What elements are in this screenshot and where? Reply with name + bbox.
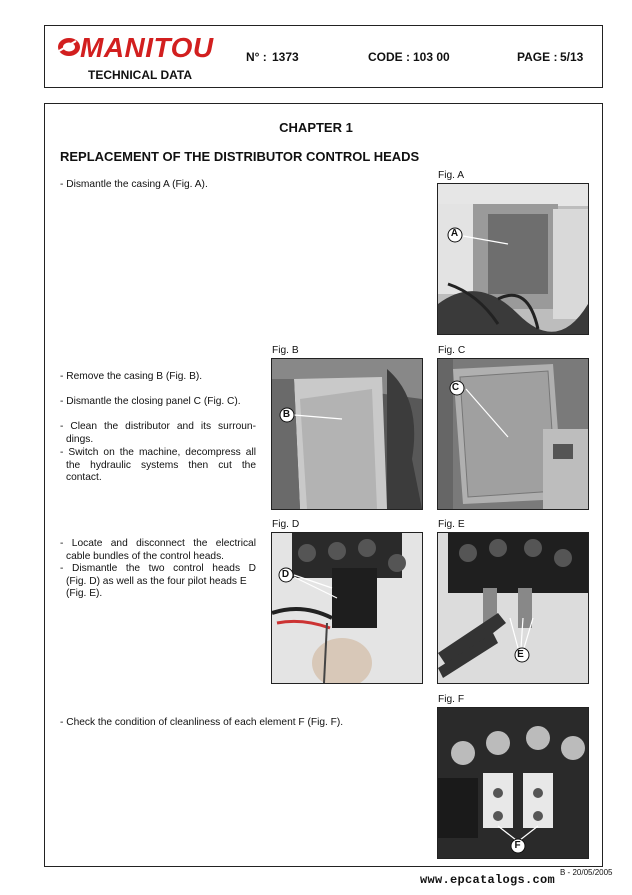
fig-d-caption: Fig. D [272, 519, 300, 530]
page-value: 5/13 [560, 50, 584, 64]
code-value: 103 00 [413, 50, 450, 64]
fig-e-caption: Fig. E [438, 519, 465, 530]
fig-f-caption: Fig. F [438, 694, 465, 705]
step-line: the hydraulic systems then cut the [66, 459, 256, 471]
fig-b-callout: B [282, 409, 291, 420]
brand-name: MANITOU [80, 32, 214, 63]
fig-c-callout: C [451, 382, 460, 393]
step-line: (Fig. D) as well as the four pilot heads E [66, 575, 247, 587]
fig-e-callout: E [517, 649, 524, 660]
step-line: cable bundles of the control heads. [66, 550, 225, 562]
step-line: contact. [66, 472, 102, 483]
page-label: PAGE : [517, 50, 558, 64]
fig-a-callout: A [450, 228, 459, 239]
step-dismantle-casing-a: - Dismantle the casing A (Fig. A). [60, 179, 208, 190]
step-line: dings. [66, 433, 94, 445]
step-switch-on-machine [60, 447, 256, 485]
fig-c-caption: Fig. C [438, 345, 466, 356]
technical-data-label: TECHNICAL DATA [88, 68, 192, 82]
step-line: - Locate and disconnect the electrical [60, 538, 256, 549]
fig-a-caption: Fig. A [438, 170, 465, 181]
fig-b-photo [271, 358, 423, 510]
fig-d-callout: D [281, 569, 290, 580]
section-title: REPLACEMENT OF THE DISTRIBUTOR CONTROL HEADS [60, 149, 420, 164]
fig-b-caption: Fig. B [272, 345, 299, 356]
step-dismantle-panel-c: - Dismantle the closing panel C (Fig. C). [60, 396, 241, 407]
step-remove-casing-b: - Remove the casing B (Fig. B). [60, 371, 203, 382]
code-label: CODE : [368, 50, 410, 64]
step-check-cleanliness: - Check the condition of cleanliness of each element F (Fig. F). [60, 717, 344, 728]
fig-c-photo [437, 358, 589, 510]
step-dismantle-heads [60, 563, 256, 601]
watermark-url[interactable]: www.epcatalogs.com [420, 873, 556, 887]
fig-f-callout: F [514, 840, 521, 851]
step-disconnect-cables [60, 538, 256, 563]
step-clean-distributor [60, 421, 256, 446]
step-line: - Dismantle the two control heads D [60, 563, 256, 574]
revision-date: B - 20/05/2005 [560, 868, 613, 877]
fig-e-photo [437, 532, 589, 684]
number-label: N° : [246, 50, 267, 64]
fig-f-photo [437, 707, 589, 859]
step-line: - Clean the distributor and its surroun- [60, 421, 256, 432]
manitou-logo-icon [56, 35, 82, 64]
number-value: 1373 [272, 50, 299, 64]
fig-d-photo [271, 532, 423, 684]
fig-a-photo [437, 183, 589, 335]
chapter-title: CHAPTER 1 [279, 120, 353, 135]
step-line: - Switch on the machine, decompress all [60, 447, 256, 458]
step-line: (Fig. E). [66, 588, 103, 599]
